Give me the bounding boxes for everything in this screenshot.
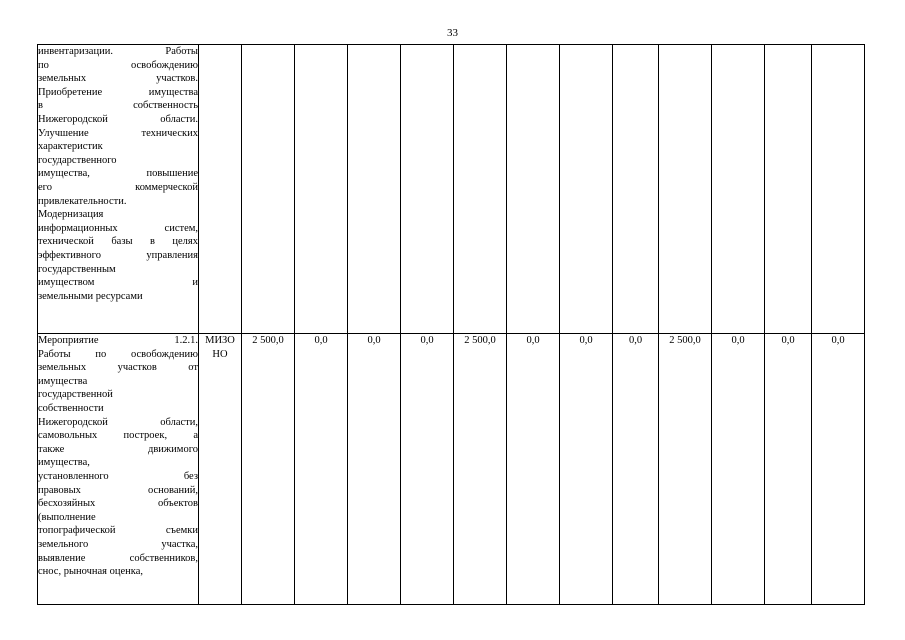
description-line: информационных систем, <box>38 222 198 234</box>
value-cell: 0,0 <box>812 334 865 605</box>
activity-description-cell <box>38 334 199 605</box>
description-line: Нижегородской области, <box>38 416 198 428</box>
description-line: государственным <box>38 263 116 275</box>
activity-description-cell <box>38 45 199 334</box>
description-line: инвентаризации. Работы <box>38 46 198 57</box>
value-cell <box>613 45 659 334</box>
description-line: самовольных построек, а <box>38 430 198 442</box>
description-line: в собственность <box>38 100 198 112</box>
description-line: Работы по освобождению <box>38 348 198 360</box>
description-line: имущества <box>38 375 88 387</box>
executor-cell: МИЗО НО <box>199 334 242 605</box>
description-line: правовых оснований, <box>38 484 198 496</box>
description-line: технической базы в целях <box>38 236 198 248</box>
value-cell <box>765 45 812 334</box>
table-row <box>38 45 865 334</box>
description-line: земельных участков от <box>38 362 198 374</box>
description-line: Мероприятие 1.2.1. <box>38 335 198 346</box>
description-line: Модернизация <box>38 209 104 221</box>
description-line: топографической съемки <box>38 525 198 537</box>
value-cell: 0,0 <box>507 334 560 605</box>
value-cell: 0,0 <box>712 334 765 605</box>
description-line: установленного без <box>38 470 198 482</box>
description-line: земельными ресурсами <box>38 290 143 302</box>
value-cell: 0,0 <box>348 334 401 605</box>
description-line: имуществом и <box>38 277 198 289</box>
value-cell <box>712 45 765 334</box>
description-line: бесхозяйных объектов <box>38 498 198 510</box>
value-cell: 0,0 <box>613 334 659 605</box>
value-cell: 0,0 <box>295 334 348 605</box>
value-cell <box>454 45 507 334</box>
description-line: земельного участка, <box>38 538 198 550</box>
value-cell <box>560 45 613 334</box>
value-cell <box>659 45 712 334</box>
value-cell: 2 500,0 <box>659 334 712 605</box>
value-cell: 0,0 <box>401 334 454 605</box>
description-line: земельных участков. <box>38 73 198 85</box>
value-cell: 0,0 <box>560 334 613 605</box>
description-line: имущества, повышение <box>38 168 198 180</box>
description-line: собственности <box>38 402 104 414</box>
description-line: государственного <box>38 154 117 166</box>
description-line: выявление собственников, <box>38 552 198 564</box>
description-line: по освобождению <box>38 59 198 71</box>
description-line: характеристик <box>38 141 103 153</box>
program-table <box>37 44 865 605</box>
value-cell <box>507 45 560 334</box>
value-cell <box>348 45 401 334</box>
value-cell: 2 500,0 <box>242 334 295 605</box>
description-line: снос, рыночная оценка, <box>38 566 143 578</box>
description-line: эффективного управления <box>38 249 198 261</box>
value-cell: 2 500,0 <box>454 334 507 605</box>
description-line: привлекательности. <box>38 195 127 207</box>
page-number: 33 <box>447 27 458 39</box>
description-line: (выполнение <box>38 511 96 523</box>
description-line: Улучшение технических <box>38 127 198 139</box>
description-line: Нижегородской области. <box>38 113 198 125</box>
value-cell <box>295 45 348 334</box>
executor-cell <box>199 45 242 334</box>
description-line: его коммерческой <box>38 181 198 193</box>
value-cell <box>242 45 295 334</box>
value-cell <box>401 45 454 334</box>
table-row <box>38 334 865 605</box>
description-line: Приобретение имущества <box>38 86 198 98</box>
value-cell <box>812 45 865 334</box>
description-line: государственной <box>38 389 113 401</box>
description-line: имущества, <box>38 457 90 469</box>
value-cell: 0,0 <box>765 334 812 605</box>
description-line: также движимого <box>38 443 198 455</box>
